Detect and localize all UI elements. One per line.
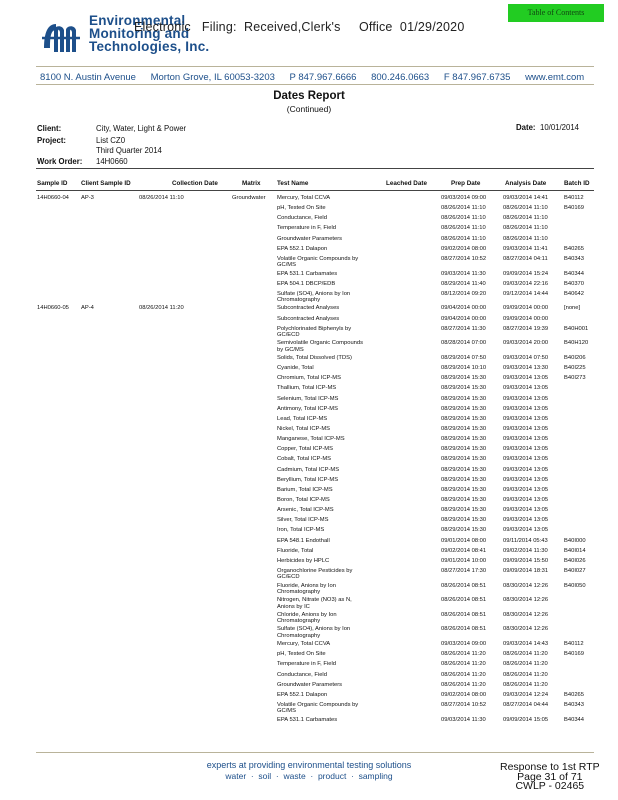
prep-date-cell: 09/04/2014 00:00 [441,315,487,322]
batch-id-cell: B40I000 [564,537,586,544]
work-order-value: 14H0660 [96,157,128,166]
table-row [0,582,618,596]
analysis-date-cell: 09/03/2014 12:24 [503,691,549,698]
test-name-cell: Chloride, Anions by Ion Chromatography [277,611,337,625]
sample-id-cell: 14H0660-04 [37,195,69,201]
table-row [0,255,618,269]
prep-date-cell: 09/03/2014 11:30 [441,270,486,277]
table-row [0,406,618,416]
batch-id-cell: B40H001 [564,325,589,332]
header-rule-top [36,66,594,67]
test-name-cell: Nickel, Total ICP-MS [277,425,331,432]
table-row [0,396,618,406]
test-name-cell: Organochlorine Pesticides by GC/ECD [277,568,353,581]
table-row [0,487,618,497]
analysis-date-cell: 08/30/2014 12:26 [503,611,549,618]
table-row [0,215,618,225]
analysis-date-cell: 09/03/2014 13:05 [503,486,549,493]
batch-id-cell: B40112 [564,641,584,648]
client-value: City, Water, Light & Power [96,124,187,133]
date-label: Date: [516,123,536,132]
prep-date-cell: 09/01/2014 08:00 [441,537,487,544]
analysis-date-cell: 08/26/2014 11:20 [503,651,548,658]
prep-date-cell: 08/26/2014 08:51 [441,626,487,633]
prep-date-cell: 08/26/2014 11:10 [441,235,486,242]
prep-date-cell: 08/29/2014 15:30 [441,527,487,534]
prep-date-cell: 08/12/2014 09:20 [441,290,487,297]
prep-date-cell: 08/26/2014 11:20 [441,681,486,688]
company-name-line2: Monitoring and [89,26,190,41]
prep-date-cell: 08/27/2014 17:30 [441,568,487,575]
batch-id-cell: B40169 [564,205,584,212]
analysis-date-cell: 08/27/2014 04:44 [503,701,549,708]
header-rule-bottom [36,84,594,85]
footer-services: water · soil · waste · product · sampling [225,771,393,781]
table-row [0,568,618,581]
prep-date-cell: 08/26/2014 11:10 [441,205,486,212]
test-name-cell: Iron, Total ICP-MS [277,527,325,534]
analysis-date-cell: 09/03/2014 14:41 [503,195,549,201]
meta-rule [36,168,594,169]
table-row [0,527,618,537]
analysis-date-cell: 08/26/2014 11:20 [503,681,548,688]
test-name-cell: Semivolatile Organic Compounds by GC/MS [277,340,364,353]
analysis-date-cell: 08/26/2014 11:10 [503,235,548,242]
table-row [0,538,618,548]
test-name-cell: Volatile Organic Compounds by GC/MS [277,255,359,269]
prep-date-cell: 08/27/2014 10:52 [441,255,487,262]
analysis-date-cell: 09/03/2014 13:05 [503,425,549,432]
table-header-rule [36,190,594,191]
analysis-date-cell: 08/26/2014 11:10 [503,215,548,222]
analysis-date-cell: 08/26/2014 11:10 [503,205,548,212]
company-name-line3: Technologies, Inc. [89,39,210,54]
test-name-cell: Sulfate (SO4), Anions by Ion Chromatography [277,290,351,304]
table-row [0,641,618,651]
prep-date-cell: 08/29/2014 11:40 [441,280,486,287]
analysis-date-cell: 08/27/2014 04:11 [503,255,548,262]
page-stamp [500,763,600,792]
analysis-date-cell: 09/03/2014 13:05 [503,456,549,463]
analysis-date-cell: 09/03/2014 13:05 [503,375,549,382]
test-name-cell: Polychlorinated Biphenyls by GC/ECD [277,325,352,339]
prep-date-cell: 08/26/2014 08:51 [441,597,487,604]
prep-date-cell: 08/29/2014 15:30 [441,486,487,493]
test-name-cell: Temperature in F, Field [277,661,336,668]
analysis-date-cell: 08/26/2014 11:20 [503,671,548,678]
table-of-contents-link[interactable]: Table of Contents [508,4,604,22]
prep-date-cell: 09/03/2014 11:30 [441,716,486,723]
test-name-cell: Thallium, Total ICP-MS [277,385,337,392]
table-row [0,467,618,477]
prep-date-cell: 08/26/2014 11:20 [441,651,486,658]
table-row [0,205,618,215]
col-collection-date: Collection Date [172,180,218,187]
prep-date-cell: 09/04/2014 00:00 [441,305,487,312]
batch-id-cell: B40I206 [564,354,586,361]
analysis-date-cell: 09/03/2014 13:05 [503,527,549,534]
test-name-cell: Fluoride, Total [277,547,314,554]
test-name-cell: pH, Tested On Site [277,205,326,212]
batch-id-cell: B40I273 [564,375,586,382]
table-row [0,236,618,246]
table-row [0,225,618,235]
table-row [0,305,618,315]
table-row [0,497,618,507]
table-row [0,365,618,375]
analysis-date-cell: 08/30/2014 12:26 [503,597,549,604]
test-name-cell: pH, Tested On Site [277,651,326,658]
batch-id-cell: B40344 [564,270,584,277]
project-value: List CZ0 [96,136,126,145]
test-name-cell: Solids, Total Dissolved (TDS) [277,354,352,361]
col-batch-id: Batch ID [564,180,590,187]
analysis-date-cell: 08/30/2014 12:26 [503,582,549,589]
test-name-cell: EPA 531.1 Carbamates [277,716,338,723]
analysis-date-cell: 09/09/2014 18:31 [503,568,549,575]
batch-id-cell: B40344 [564,716,584,723]
batch-id-cell: B40343 [564,255,584,262]
test-name-cell: Mercury, Total CCVA [277,195,331,201]
analysis-date-cell: 09/12/2014 14:44 [503,290,549,297]
test-name-cell: Arsenic, Total ICP-MS [277,507,334,514]
report-title: Dates Report [273,90,345,102]
table-row [0,651,618,661]
prep-date-cell: 08/29/2014 15:30 [441,466,487,473]
col-prep-date: Prep Date [451,180,481,187]
prep-date-cell: 08/29/2014 15:30 [441,375,487,382]
sample-id-cell: 14H0660-05 [37,305,69,312]
analysis-date-cell: 09/03/2014 13:05 [503,446,549,453]
test-name-cell: Copper, Total ICP-MS [277,446,333,453]
batch-id-cell: B40I050 [564,582,586,589]
col-test-name: Test Name [277,180,309,187]
test-name-cell: Silver, Total ICP-MS [277,517,329,524]
prep-date-cell: 09/03/2014 09:00 [441,195,487,201]
company-address [40,72,596,83]
table-row [0,316,618,326]
test-name-cell: Beryllium, Total ICP-MS [277,476,339,483]
table-row [0,281,618,291]
address-tollfree: 800.246.0663 [371,72,430,83]
prep-date-cell: 09/03/2014 09:00 [441,641,487,648]
prep-date-cell: 08/29/2014 15:30 [441,395,487,402]
table-row [0,340,618,353]
prep-date-cell: 08/29/2014 15:30 [441,425,487,432]
analysis-date-cell: 09/03/2014 11:41 [503,245,548,252]
table-row [0,597,618,610]
collection-date-cell: 08/26/2014 11:10 [139,195,184,201]
test-name-cell: Fluoride, Anions by Ion Chromatography [277,582,336,596]
test-name-cell: EPA 548.1 Endothall [277,537,330,544]
batch-id-cell: B40343 [564,701,584,708]
matrix-cell: Groundwater [232,195,266,201]
test-name-cell: EPA 552.1 Dalapon [277,245,328,252]
test-name-cell: EPA 531.1 Carbamates [277,270,338,277]
stamp-response: Response to 1st RTP [500,761,600,773]
table-row [0,682,618,692]
stamp-page: Page 31 of 71 [517,770,583,783]
analysis-date-cell: 09/03/2014 13:05 [503,405,549,412]
table-row [0,195,618,205]
analysis-date-cell: 08/30/2014 12:26 [503,626,549,633]
prep-date-cell: 08/29/2014 15:30 [441,456,487,463]
test-name-cell: Subcontracted Analyses [277,315,340,322]
table-row [0,626,618,639]
batch-id-cell: B40112 [564,195,584,201]
table-row [0,611,618,625]
analysis-date-cell: 08/26/2014 11:20 [503,661,548,668]
analysis-date-cell: 09/03/2014 13:05 [503,385,549,392]
test-name-cell: Mercury, Total CCVA [277,641,331,648]
table-row [0,436,618,446]
analysis-date-cell: 09/09/2014 15:24 [503,270,549,277]
date-value: 10/01/2014 [540,123,580,132]
analysis-date-cell: 09/03/2014 13:05 [503,476,549,483]
client-label: Client: [37,124,62,133]
company-name-line1: Environmental [89,13,186,28]
table-row [0,517,618,527]
analysis-date-cell: 09/03/2014 13:05 [503,395,549,402]
batch-id-cell: B40169 [564,651,584,658]
analysis-date-cell: 09/03/2014 22:16 [503,280,549,287]
test-name-cell: EPA 552.1 Dalapon [277,691,328,698]
table-row [0,290,618,304]
analysis-date-cell: 09/03/2014 13:05 [503,415,549,422]
table-row [0,325,618,339]
address-phone: P 847.967.6666 [289,72,357,83]
col-analysis-date: Analysis Date [505,180,547,187]
address-fax: F 847.967.6735 [443,72,511,83]
prep-date-cell: 09/02/2014 08:00 [441,691,487,698]
work-order-label: Work Order: [37,157,83,166]
prep-date-cell: 08/26/2014 08:51 [441,582,487,589]
client-sample-id-cell: AP-4 [81,305,94,312]
analysis-date-cell: 09/02/2014 11:30 [503,547,548,554]
analysis-date-cell: 09/09/2014 15:05 [503,716,549,723]
prep-date-cell: 08/27/2014 10:52 [441,701,487,708]
prep-date-cell: 08/26/2014 11:10 [441,225,486,232]
address-street: 8100 N. Austin Avenue [40,72,136,83]
prep-date-cell: 08/29/2014 15:30 [441,436,487,443]
batch-id-cell: B40265 [564,691,584,698]
table-row [0,661,618,671]
analysis-date-cell: 09/11/2014 05:43 [503,537,548,544]
prep-date-cell: 08/29/2014 15:30 [441,415,487,422]
col-leached-date: Leached Date [386,180,427,187]
batch-id-cell: B40370 [564,280,584,287]
table-row [0,507,618,517]
col-client-sample-id: Client Sample ID [81,180,131,187]
col-matrix: Matrix [242,180,261,187]
table-row [0,456,618,466]
prep-date-cell: 09/02/2014 08:41 [441,547,487,554]
project-quarter: Third Quarter 2014 [96,146,162,155]
test-name-cell: Conductance, Field [277,671,327,678]
table-row [0,672,618,682]
prep-date-cell: 08/29/2014 15:30 [441,476,487,483]
address-city: Morton Grove, IL 60053-3203 [150,72,275,83]
table-row [0,416,618,426]
col-sample-id: Sample ID [37,180,68,187]
prep-date-cell: 08/28/2014 07:00 [441,340,487,347]
batch-id-cell: B40I225 [564,365,586,372]
table-row [0,477,618,487]
test-name-cell: Cyanide, Total [277,365,314,372]
table-row [0,355,618,365]
test-name-cell: Cadmium, Total ICP-MS [277,466,340,473]
test-name-cell: Boron, Total ICP-MS [277,497,330,503]
prep-date-cell: 08/29/2014 15:30 [441,517,487,524]
test-name-cell: Manganese, Total ICP-MS [277,436,345,443]
analysis-date-cell: 09/03/2014 13:05 [503,517,549,524]
batch-id-cell: B40I026 [564,557,586,564]
prep-date-cell: 08/26/2014 11:20 [441,671,486,678]
test-name-cell: Herbicides by HPLC [277,557,330,564]
test-name-cell: Lead, Total ICP-MS [277,415,328,422]
filing-stamp: Electronic Filing: Received,Clerk's Office 01/29/2020 [134,20,465,34]
table-row [0,548,618,558]
batch-id-cell: B40I014 [564,547,586,554]
batch-id-cell: B40I027 [564,568,586,575]
table-row [0,375,618,385]
test-name-cell: Antimony, Total ICP-MS [277,405,338,412]
analysis-date-cell: 09/03/2014 13:05 [503,436,549,443]
test-name-cell: Selenium, Total ICP-MS [277,395,339,402]
table-row [0,446,618,456]
prep-date-cell: 08/27/2014 11:30 [441,325,486,332]
analysis-date-cell: 09/03/2014 13:05 [503,466,549,473]
test-name-cell: Subcontracted Analyses [277,305,340,312]
analysis-date-cell: 08/27/2014 19:39 [503,325,549,332]
test-name-cell: EPA 504.1 DBCP/EDB [277,280,336,287]
client-sample-id-cell: AP-3 [81,195,94,201]
address-web: www.emt.com [525,72,585,83]
table-row [0,426,618,436]
stamp-cwlp: CWLP - 02465 [515,780,585,792]
test-name-cell: Cobalt, Total ICP-MS [277,456,332,463]
footer-tagline: experts at providing environmental testing solutions [206,760,412,770]
test-name-cell: Nitrogen, Nitrate (NO3) as N, Anions by IC [277,597,352,610]
prep-date-cell: 08/29/2014 15:30 [441,385,487,392]
analysis-date-cell: 09/03/2014 20:00 [503,340,549,347]
table-row [0,246,618,256]
report-subtitle: (Continued) [286,104,332,114]
prep-date-cell: 09/01/2014 10:00 [441,557,487,564]
test-name-cell: Conductance, Field [277,215,327,222]
test-name-cell: Temperature in F, Field [277,225,336,232]
prep-date-cell: 08/29/2014 10:10 [441,365,487,372]
analysis-date-cell: 09/03/2014 13:05 [503,497,549,503]
batch-id-cell: B40265 [564,245,584,252]
analysis-date-cell: 09/03/2014 14:43 [503,641,549,648]
prep-date-cell: 08/29/2014 15:30 [441,497,487,503]
table-row [0,271,618,281]
test-name-cell: Groundwater Parameters [277,681,343,688]
prep-date-cell: 08/29/2014 15:30 [441,507,487,514]
analysis-date-cell: 09/03/2014 07:50 [503,354,549,361]
test-name-cell: Groundwater Parameters [277,235,343,242]
analysis-date-cell: 09/03/2014 13:05 [503,507,549,514]
analysis-date-cell: 09/09/2014 15:50 [503,557,549,564]
prep-date-cell: 08/29/2014 15:30 [441,405,487,412]
test-name-cell: Chromium, Total ICP-MS [277,375,341,382]
table-row [0,558,618,568]
analysis-date-cell: 09/03/2014 13:30 [503,365,549,372]
table-row [0,701,618,715]
test-name-cell: Barium, Total ICP-MS [277,486,333,493]
batch-id-cell: B40H120 [564,340,589,347]
project-label: Project: [37,136,67,145]
analysis-date-cell: 09/09/2014 00:00 [503,305,549,312]
batch-id-cell: B40642 [564,290,584,297]
table-row [0,717,618,727]
batch-id-cell: [none] [564,305,581,312]
analysis-date-cell: 08/26/2014 11:10 [503,225,548,232]
table-row [0,692,618,702]
test-name-cell: Volatile Organic Compounds by GC/MS [277,701,359,715]
prep-date-cell: 08/29/2014 15:30 [441,446,487,453]
emt-logo-icon [40,18,82,56]
prep-date-cell: 09/02/2014 08:00 [441,245,487,252]
prep-date-cell: 08/26/2014 11:10 [441,215,486,222]
table-row [0,385,618,395]
footer-rule [36,752,594,753]
prep-date-cell: 08/29/2014 07:50 [441,354,487,361]
prep-date-cell: 08/26/2014 11:20 [441,661,486,668]
analysis-date-cell: 09/09/2014 00:00 [503,315,549,322]
test-name-cell: Sulfate (SO4), Anions by Ion Chromatography [277,626,351,639]
prep-date-cell: 08/26/2014 08:51 [441,611,487,618]
collection-date-cell: 08/26/2014 11:20 [139,305,184,312]
